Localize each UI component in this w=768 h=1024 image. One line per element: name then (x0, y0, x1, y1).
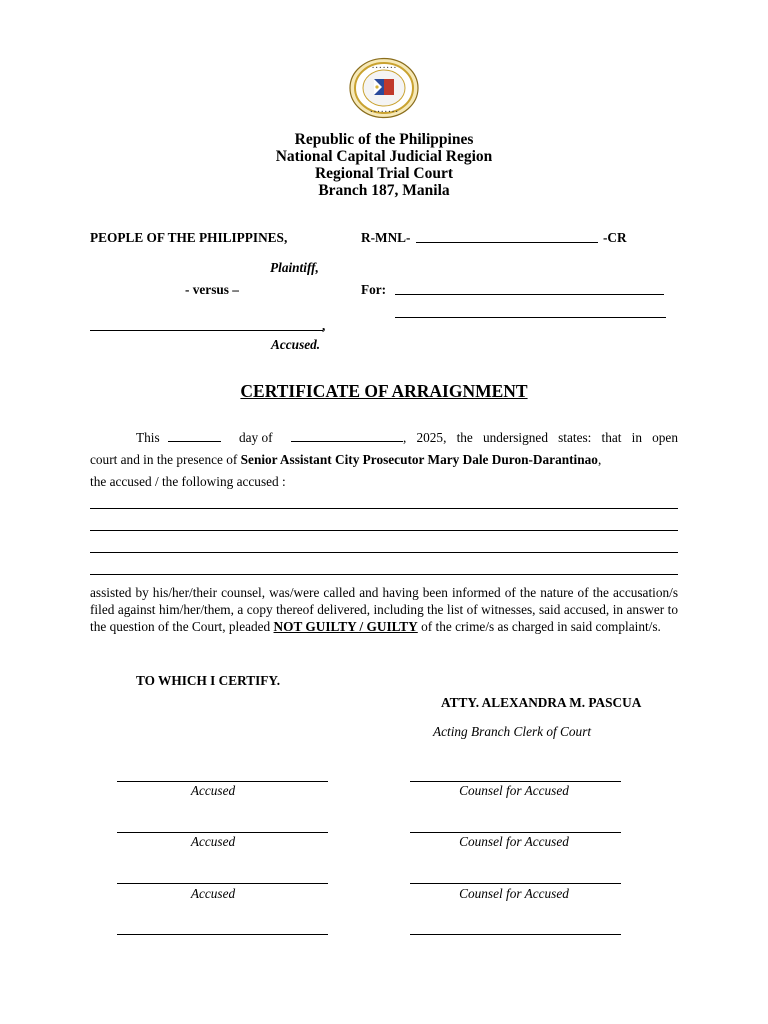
offense-line-2[interactable] (395, 317, 666, 318)
body-year-clause: , 2025, the undersigned states: that in open (403, 430, 678, 445)
counsel-signature-line-3[interactable] (410, 883, 621, 884)
accused-label-1: Accused (190, 783, 236, 798)
offense-line-1[interactable] (395, 294, 664, 295)
body-day-of: day of (239, 430, 273, 445)
header-branch: Branch 187, Manila (318, 182, 450, 199)
accused-name-line[interactable] (90, 330, 323, 331)
counsel-label-2: Counsel for Accused (459, 834, 569, 849)
case-number-line[interactable] (416, 242, 598, 243)
accused-line-2[interactable] (90, 530, 678, 531)
case-number-suffix: -CR (603, 230, 627, 245)
accused-label-2: Accused (190, 834, 236, 849)
accused-signature-line-1[interactable] (117, 781, 328, 782)
svg-text:• • • • • • • •: • • • • • • • • (370, 109, 398, 114)
body-court-line (90, 452, 601, 468)
accused-signature-line-2[interactable] (117, 832, 328, 833)
for-label: For: (361, 282, 387, 297)
header-court: Regional Trial Court (314, 165, 454, 182)
plaintiff-role: Plaintiff, (270, 260, 319, 275)
document-title: CERTIFICATE OF ARRAIGNMENT (240, 381, 528, 401)
court-seal-logo (348, 57, 420, 119)
counsel-signature-line-2[interactable] (410, 832, 621, 833)
accused-intro: the accused / the following accused : (90, 474, 286, 489)
accused-line-4[interactable] (90, 574, 678, 575)
prosecutor-name: Senior Assistant City Prosecutor Mary Dale Duron-Darantinao (240, 452, 598, 467)
accused-line-3[interactable] (90, 552, 678, 553)
certify-statement: TO WHICH I CERTIFY. (136, 673, 281, 688)
day-blank[interactable] (168, 441, 221, 442)
body-court-presence: court and in the presence of (90, 452, 238, 467)
header-republic: Republic of the Philippines (294, 131, 474, 148)
accused-signature-line-4[interactable] (117, 934, 328, 935)
versus-label: - versus – (185, 282, 239, 297)
plaintiff-name: PEOPLE OF THE PHILIPPINES, (90, 230, 288, 245)
plea-text: NOT GUILTY / GUILTY (273, 619, 418, 634)
counsel-signature-line-4[interactable] (410, 934, 621, 935)
clerk-title: Acting Branch Clerk of Court (433, 724, 592, 739)
counsel-label-3: Counsel for Accused (459, 886, 569, 901)
svg-text:• • • • • • •: • • • • • • • (371, 65, 397, 70)
accused-role: Accused. (271, 337, 321, 352)
assisted-text: assisted by his/her/their counsel, was/were called and having been informed of the nature of the accusation/s filed against him/her/them, a copy thereof delivered, including the list of witnesses, said accused, in answer to the question of the Court, pleaded (90, 585, 678, 634)
arraignment-paragraph (90, 584, 678, 635)
assisted-text-end: of the crime/s as charged in said complaint/s. (421, 619, 661, 634)
accused-signature-line-3[interactable] (117, 883, 328, 884)
accused-comma: , (322, 318, 326, 333)
month-blank[interactable] (291, 441, 403, 442)
counsel-signature-line-1[interactable] (410, 781, 621, 782)
accused-line-1[interactable] (90, 508, 678, 509)
header-region: National Capital Judicial Region (275, 148, 493, 165)
accused-label-3: Accused (190, 886, 236, 901)
counsel-label-1: Counsel for Accused (459, 783, 569, 798)
case-number-prefix: R-MNL- (361, 230, 411, 245)
clerk-name: ATTY. ALEXANDRA M. PASCUA (441, 695, 642, 710)
body-comma: , (597, 452, 602, 467)
body-this: This (136, 430, 160, 445)
